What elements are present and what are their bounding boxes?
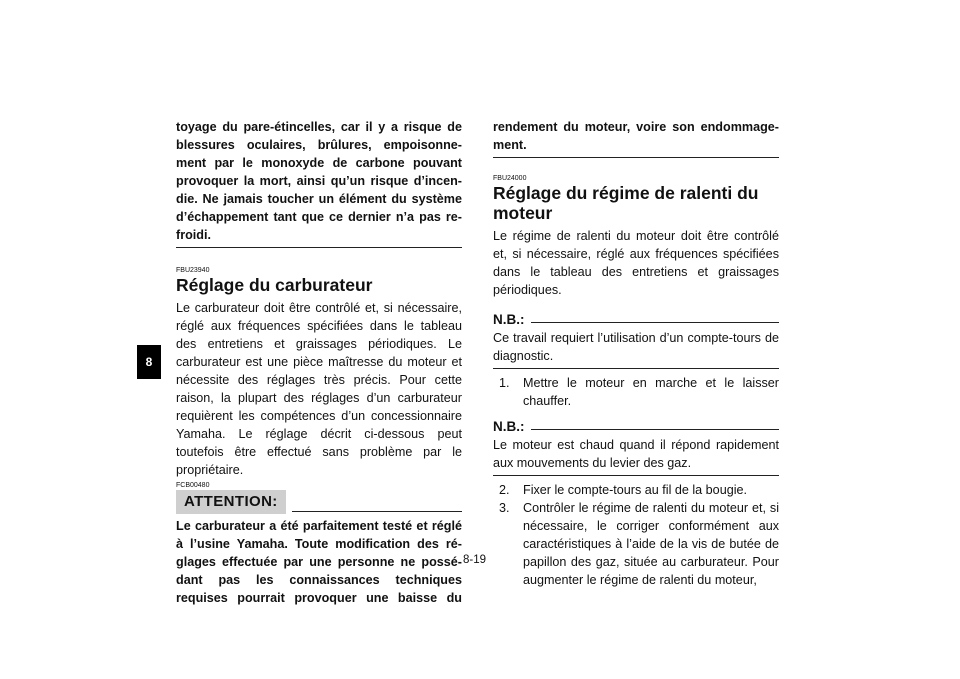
note-label: N.B.: — [493, 312, 525, 327]
attention-line: Le carburateur a été parfaitement testé et réglé — [176, 519, 462, 533]
warning-line: blessures oculaires, brûlures, empoisonne- — [176, 138, 462, 152]
section-code: FBU24000 — [493, 175, 527, 182]
attention-label: ATTENTION: — [176, 490, 286, 514]
list-item — [493, 481, 779, 499]
step-number: 2. — [499, 483, 510, 497]
warning-line: die. Ne jamais toucher un élément du système — [176, 192, 462, 206]
note-rule — [531, 429, 780, 430]
warning-line: d’échappement tant que ce dernier n’a pas re- — [176, 210, 462, 224]
section-body: Le carburateur doit être contrôlé et, si nécessaire, réglé aux fréquences spécifiées dans le tableau des entretiens et graissages périodiques. Le carburateur est une pièce maîtresse du moteur et nécessite des réglages très précis. Pour cette raison, la plupart des réglages d’un carburateur requièrent les compétences d’un concessionnaire Yamaha. Le réglage décrit ci-dessous peut toutefois être effectué sans problème par le propriétaire. — [176, 301, 462, 477]
attention-line: requises pourrait provoquer une baisse du — [176, 591, 462, 605]
step-number: 3. — [499, 501, 510, 515]
note-header — [493, 418, 779, 436]
warning-continuation — [176, 118, 462, 244]
attention-line: glages effectuée par une personne ne possé- — [176, 555, 462, 569]
note-header — [493, 311, 779, 329]
section-code: FBU23940 — [176, 267, 210, 274]
list-item — [493, 374, 779, 410]
section-title: Réglage du carburateur — [176, 275, 373, 295]
note-end-rule — [493, 475, 779, 476]
attention-line: ment. — [493, 138, 527, 152]
warning-end-rule — [176, 247, 462, 248]
attention-code: FCB00480 — [176, 482, 210, 489]
attention-text — [176, 517, 462, 607]
attention-line: à l’usine Yamaha. Toute modification des ré- — [176, 537, 462, 551]
chapter-tab-label: 8 — [145, 355, 153, 369]
list-item — [493, 499, 779, 589]
chapter-tab — [137, 345, 161, 379]
step-text: Fixer le compte-tours au fil de la bougie. — [523, 483, 748, 497]
step-text: Mettre le moteur en marche et le laisser chauffer. — [523, 376, 779, 408]
step-text: Contrôler le régime de ralenti du moteur et, si nécessaire, le corriger conformément aux caractéristiques à l’aide de la vis de butée de papillon des gaz, située au carburateur. Pour augmenter le régime de ralenti du moteur, — [523, 501, 779, 587]
steps-list-2 — [493, 481, 779, 589]
steps-list-1 — [493, 374, 779, 410]
attention-line: rendement du moteur, voire son endommage- — [493, 120, 779, 134]
warning-line: toyage du pare-étincelles, car il y a risque de — [176, 120, 462, 134]
attention-end-rule — [493, 157, 779, 158]
section-title: Réglage du régime de ralenti du moteur — [493, 183, 759, 223]
note-text: Le moteur est chaud quand il répond rapidement aux mouvements du levier des gaz. — [493, 438, 779, 470]
warning-line: ment par le monoxyde de carbone pouvant — [176, 156, 462, 170]
note-rule — [531, 322, 780, 323]
attention-rule — [292, 511, 462, 512]
attention-header — [176, 490, 462, 514]
warning-line: provoquer la mort, ainsi qu’un risque d’incen- — [176, 174, 462, 188]
note-end-rule — [493, 368, 779, 369]
note-label: N.B.: — [493, 419, 525, 434]
step-number: 1. — [499, 376, 510, 390]
right-column — [493, 118, 779, 589]
attention-line: dant pas les connaissances techniques — [176, 573, 462, 587]
left-column — [176, 118, 462, 607]
section-body: Le régime de ralenti du moteur doit être contrôlé et, si nécessaire, réglé aux fréquences spécifiées dans le tableau des entretiens et graissages périodiques. — [493, 229, 779, 297]
note-text: Ce travail requiert l’utilisation d’un compte-tours de diagnostic. — [493, 331, 779, 363]
warning-line: froidi. — [176, 228, 211, 242]
page-number: 8-19 — [463, 554, 487, 566]
attention-continuation — [493, 118, 779, 154]
